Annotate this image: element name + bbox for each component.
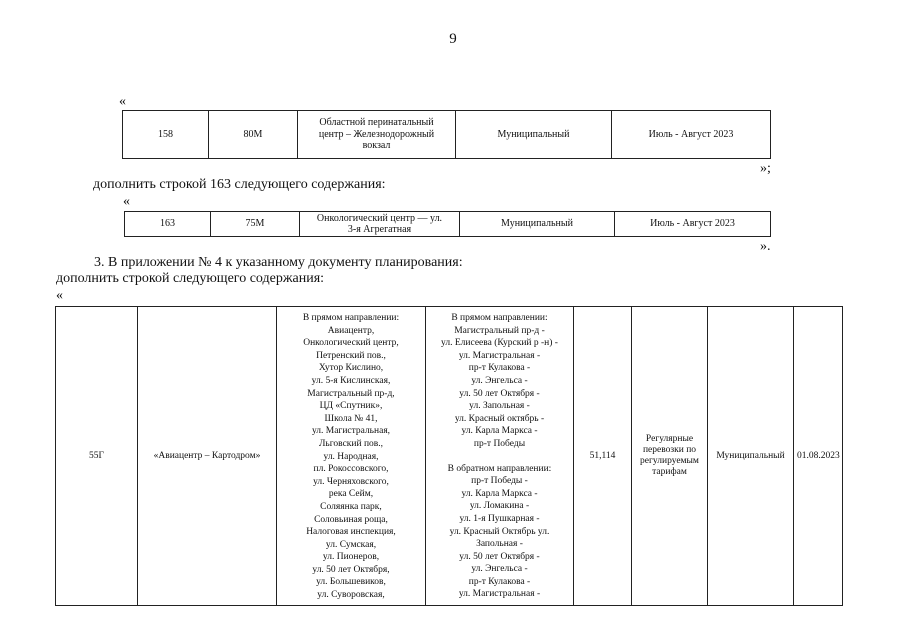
stop-line: Соляянка парк, [320, 501, 382, 512]
route-type-cell: Муниципальный [460, 212, 615, 237]
open-quote-1: « [119, 94, 126, 109]
street-line: ул. Магистральная - [458, 589, 541, 600]
street-line: пр-т Победы - [471, 476, 528, 487]
stop-line: ул. Большевиков, [316, 577, 386, 588]
route-type-cell: Муниципальный [456, 111, 612, 159]
open-quote-3: « [56, 288, 63, 303]
table-row [125, 212, 771, 237]
stop-line: Магистральный пр-д, [307, 388, 395, 399]
route-period-cell: Июль - Август 2023 [615, 212, 771, 237]
stop-line: ул. Народная, [323, 451, 379, 462]
street-line: ул. 1-я Пушкарная - [459, 513, 540, 524]
carriage-type-line: тарифам [652, 466, 687, 477]
street-line: В обратном направлении: [447, 463, 552, 474]
route-name-line: вокзал [362, 140, 391, 152]
route-number-cell: 55Г [56, 307, 138, 606]
stop-line: ул. 50 лет Октября, [312, 564, 390, 575]
streets-cell [426, 307, 574, 606]
section-spacer [429, 451, 570, 463]
street-line: ул. Красный Октябрь ул. [449, 526, 550, 537]
table-row [123, 111, 771, 159]
stop-line: ул. Магистральная, [311, 426, 391, 437]
item-3-text: 3. В приложении № 4 к указанному документу планирования: [94, 255, 463, 270]
route-name-line: 3-я Агрегатная [347, 224, 412, 235]
route-code-cell: 75М [211, 212, 300, 237]
stop-line: Соловьиная роща, [314, 514, 388, 525]
street-line: ул. Запольная - [469, 401, 530, 412]
route-number-cell: 158 [123, 111, 209, 159]
stop-line: Авиацентр, [327, 325, 375, 336]
street-line: В прямом направлении: [451, 313, 548, 323]
route-length-cell: 51,114 [574, 307, 632, 606]
carriage-type-line: регулируемым [640, 456, 699, 466]
route-type-cell: Муниципальный [708, 307, 794, 606]
page-number: 9 [449, 31, 457, 47]
route-number-cell: 163 [125, 212, 211, 237]
table-row [56, 307, 843, 606]
route-code-cell: 80М [209, 111, 298, 159]
route-table-55g [55, 306, 843, 606]
stop-line: ЦД «Спутник», [319, 401, 383, 412]
route-date-cell: 01.08.2023 [794, 307, 843, 606]
close-quote-2: ». [760, 239, 771, 254]
stops-cell [277, 307, 426, 606]
route-name-line: Онкологический центр — ул. [316, 212, 443, 224]
street-line: ул. Красный октябрь - [454, 413, 545, 424]
carriage-type-cell [632, 307, 708, 606]
stop-line: Онкологический центр, [303, 338, 399, 349]
street-line: пр-т Кулакова - [468, 576, 531, 587]
street-line: ул. Ломакина - [469, 501, 530, 512]
street-line: Запольная - [476, 539, 523, 550]
route-table-163 [124, 211, 771, 237]
stop-line: река Сейм, [328, 489, 374, 500]
stop-line: Школа № 41, [324, 413, 378, 424]
street-line: ул. Карла Маркса - [461, 426, 538, 437]
street-line: пр-т Кулакова - [468, 363, 531, 374]
stop-line: ул. Сумская, [325, 539, 377, 550]
route-name-cell: «Авиацентр – Картодром» [138, 307, 277, 606]
street-line: ул. Магистральная - [458, 350, 541, 361]
route-name-line: центр – Железнодорожный [318, 128, 435, 140]
stop-line: Льговский пов., [318, 438, 384, 449]
instruction-add-163: дополнить строкой 163 следующего содержания: [93, 177, 386, 192]
stop-line: В прямом направлении: [302, 313, 400, 323]
stop-line: ул. 5-я Кислинская, [311, 375, 391, 386]
open-quote-2: « [123, 194, 130, 209]
street-line: ул. Карла Маркса - [461, 488, 538, 499]
stop-line: ул. Суворовская, [317, 590, 385, 601]
route-name-cell [300, 212, 460, 237]
street-line: ул. Энгельса - [471, 375, 528, 386]
street-line: Магистральный пр-д - [454, 325, 545, 336]
stop-line: Налоговая инспекция, [306, 527, 396, 538]
street-line: пр-т Победы [473, 438, 526, 449]
street-line: ул. Елисеева (Курский р -н) - [441, 338, 558, 349]
stop-line: Петренский пов., [316, 350, 386, 361]
street-line: ул. Энгельса - [471, 564, 528, 575]
route-name-line: Областной перинатальный [319, 117, 434, 129]
close-quote-1: »; [760, 161, 771, 176]
street-line: ул. 50 лет Октября - [459, 551, 540, 562]
carriage-type-line: Регулярные [645, 434, 694, 445]
route-table-158 [122, 110, 771, 159]
route-period-cell: Июль - Август 2023 [612, 111, 771, 159]
stop-line: пл. Рокоссовского, [313, 464, 389, 475]
item-3-add-text: дополнить строкой следующего содержания: [56, 271, 325, 286]
stop-line: ул. Черняховского, [313, 476, 389, 487]
stop-line: ул. Пионеров, [322, 552, 380, 563]
route-name-cell [298, 111, 456, 159]
stop-line: Хутор Кислино, [318, 363, 384, 374]
carriage-type-line: перевозки по [642, 445, 697, 456]
street-line: ул. 50 лет Октября - [459, 388, 540, 399]
